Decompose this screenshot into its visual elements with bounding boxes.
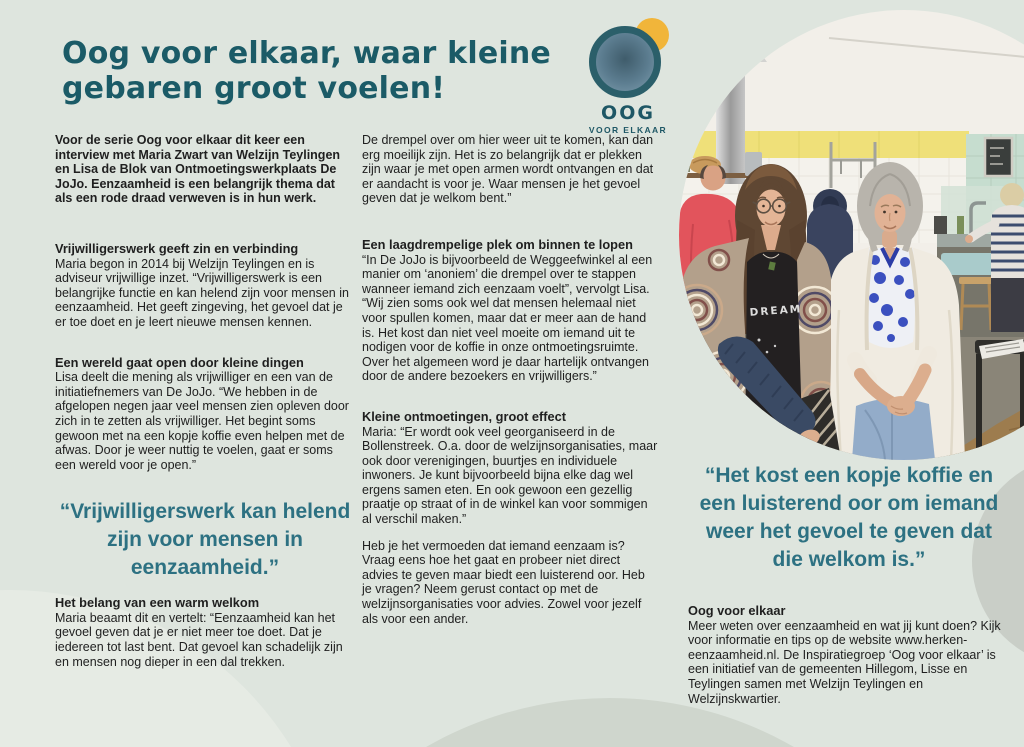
pull-quote-right: “Het kost een kopje koffie en een luisterend oor om iemand weer het gevoel te geven dat die welkom is.”	[699, 464, 999, 571]
eye-icon	[589, 26, 661, 98]
column-right	[688, 455, 1010, 732]
tshirt-text: DREAM	[749, 303, 803, 319]
logo-wordmark-secondary: VOOR ELKAAR	[588, 125, 668, 135]
continued-paragraph: De drempel over om hier weer uit te komen, kan dan erg moeilijk zijn. Het is zo belangrijk dat er plekken zijn waar je met open armen wordt ontvangen en dat er aandacht is voor je. Waar mensen je het gevoel geven dat je welkom bent.”	[362, 133, 654, 206]
section-body: “In De JoJo is bijvoorbeeld de Weggeefwinkel al een manier om ‘anoniem’ die drempel over te stappen wanneer iemand zich eenzaam voelt”, vervolgt Lisa. “Wij zien soms ook wel dat mensen helemaal niet voor spullen komen, maar dat er meer aan de hand is. Het kost dan niet veel moeite om iemand uit te nodigen voor de koffie in onze ontmoetingsruimte. Over het algemeen word je daar hartelijk ontvangen door de andere bezoekers en vrijwilligers.”	[362, 252, 653, 384]
section-body: Maria begon in 2014 bij Welzijn Teylingen en is adviseur vrijwillige inzet. “Vrijwilligerswerk is een belangrijke functie en kan helend zijn voor mensen in eenzaamheid. Het geeft zingeving, het gevoel dat je er toe doet en je leert nieuwe mensen kennen.	[55, 256, 349, 329]
section-small-meetings	[362, 410, 658, 527]
photo-illustration	[679, 10, 1024, 460]
logo	[576, 18, 680, 135]
section-body: Lisa deelt die mening als vrijwilliger en een van de initiatiefnemers van De JoJo. “We hebben in de afgelopen negen jaar veel mensen zien opleven door zich in te zetten als vrijwilliger. Het begint soms gewoon met na een kopje koffie even helpen met de afwas. Door je weer nuttig te voelen, gaat er soms een wereld voor je open.”	[55, 370, 349, 472]
intro-paragraph: Voor de serie Oog voor elkaar dit keer een interview met Maria Zwart van Welzijn Teylingen en Lisa de Blok van Ontmoetingswerkplaats De JoJo. Eenzaamheid is een belangrijk thema dat als een rode draad verweven is in hun werk.	[55, 133, 341, 206]
logo-wordmark-primary: OOG	[601, 102, 655, 124]
section-body: Maria beaamt dit en vertelt: “Eenzaamheid kan het gevoel geven dat je er niet meer toe doet. Dat je iedereen tot last bent. Dat gevoel kan schadelijk zijn en mensen nog dieper in een dal trekken.	[55, 610, 343, 669]
section-heading: Vrijwilligerswerk geeft zin en verbinding	[55, 240, 299, 256]
section-volunteering	[55, 242, 355, 330]
section-heading: Een wereld gaat open door kleine dingen	[55, 354, 304, 370]
info-heading: Oog voor elkaar	[688, 603, 786, 618]
section-info-box	[688, 604, 1010, 706]
closing-paragraph: Heb je het vermoeden dat iemand eenzaam is? Vraag eens hoe het gaat en probeer niet direct advies te geven maar biedt een luisterend oor. Heb je vragen? Neem gerust contact op met de welzijnsorganisaties voor advies. Zowel voor jezelf als voor een ander.	[362, 538, 645, 626]
section-heading: Kleine ontmoetingen, groot effect	[362, 408, 567, 424]
column-middle	[362, 133, 658, 626]
page-title: Oog voor elkaar, waar kleine gebaren groot voelen!	[62, 36, 551, 106]
info-body: Meer weten over eenzaamheid en wat jij kunt doen? Kijk voor informatie en tips op de website www.herken-eenzaamheid.nl. De Inspiratiegroep ‘Oog voor elkaar’ is een initiatief van de gemeenten Hillegom, Lisse en Teylingen samen met Welzijn Teylingen en Welzijnskwartier.	[688, 618, 1001, 706]
pull-quote-left: “Vrijwilligerswerk kan helend zijn voor mensen in eenzaamheid.”	[59, 500, 351, 580]
column-left	[55, 133, 355, 695]
section-heading: Het belang van een warm welkom	[55, 595, 260, 611]
logo-mark	[585, 18, 671, 104]
article-photo	[679, 10, 1024, 460]
section-body: Maria: “Er wordt ook veel georganiseerd in de Bollenstreek. O.a. door de welzijnsorganisaties, maar ook door verenigingen, buurtjes en individuele inwoners. Je kunt bijvoorbeeld bijna elke dag wel ergens samen eten. En ook gewoon een gezellig praatje op straat of in de winkel kan voor sommigen al verschil maken.”	[362, 424, 658, 527]
section-heading: Een laagdrempelige plek om binnen te lopen	[362, 236, 633, 252]
section-world-opens	[55, 356, 355, 473]
chalkboard	[985, 138, 1012, 176]
section-low-threshold	[362, 238, 658, 384]
section-warm-welcome	[55, 596, 355, 669]
